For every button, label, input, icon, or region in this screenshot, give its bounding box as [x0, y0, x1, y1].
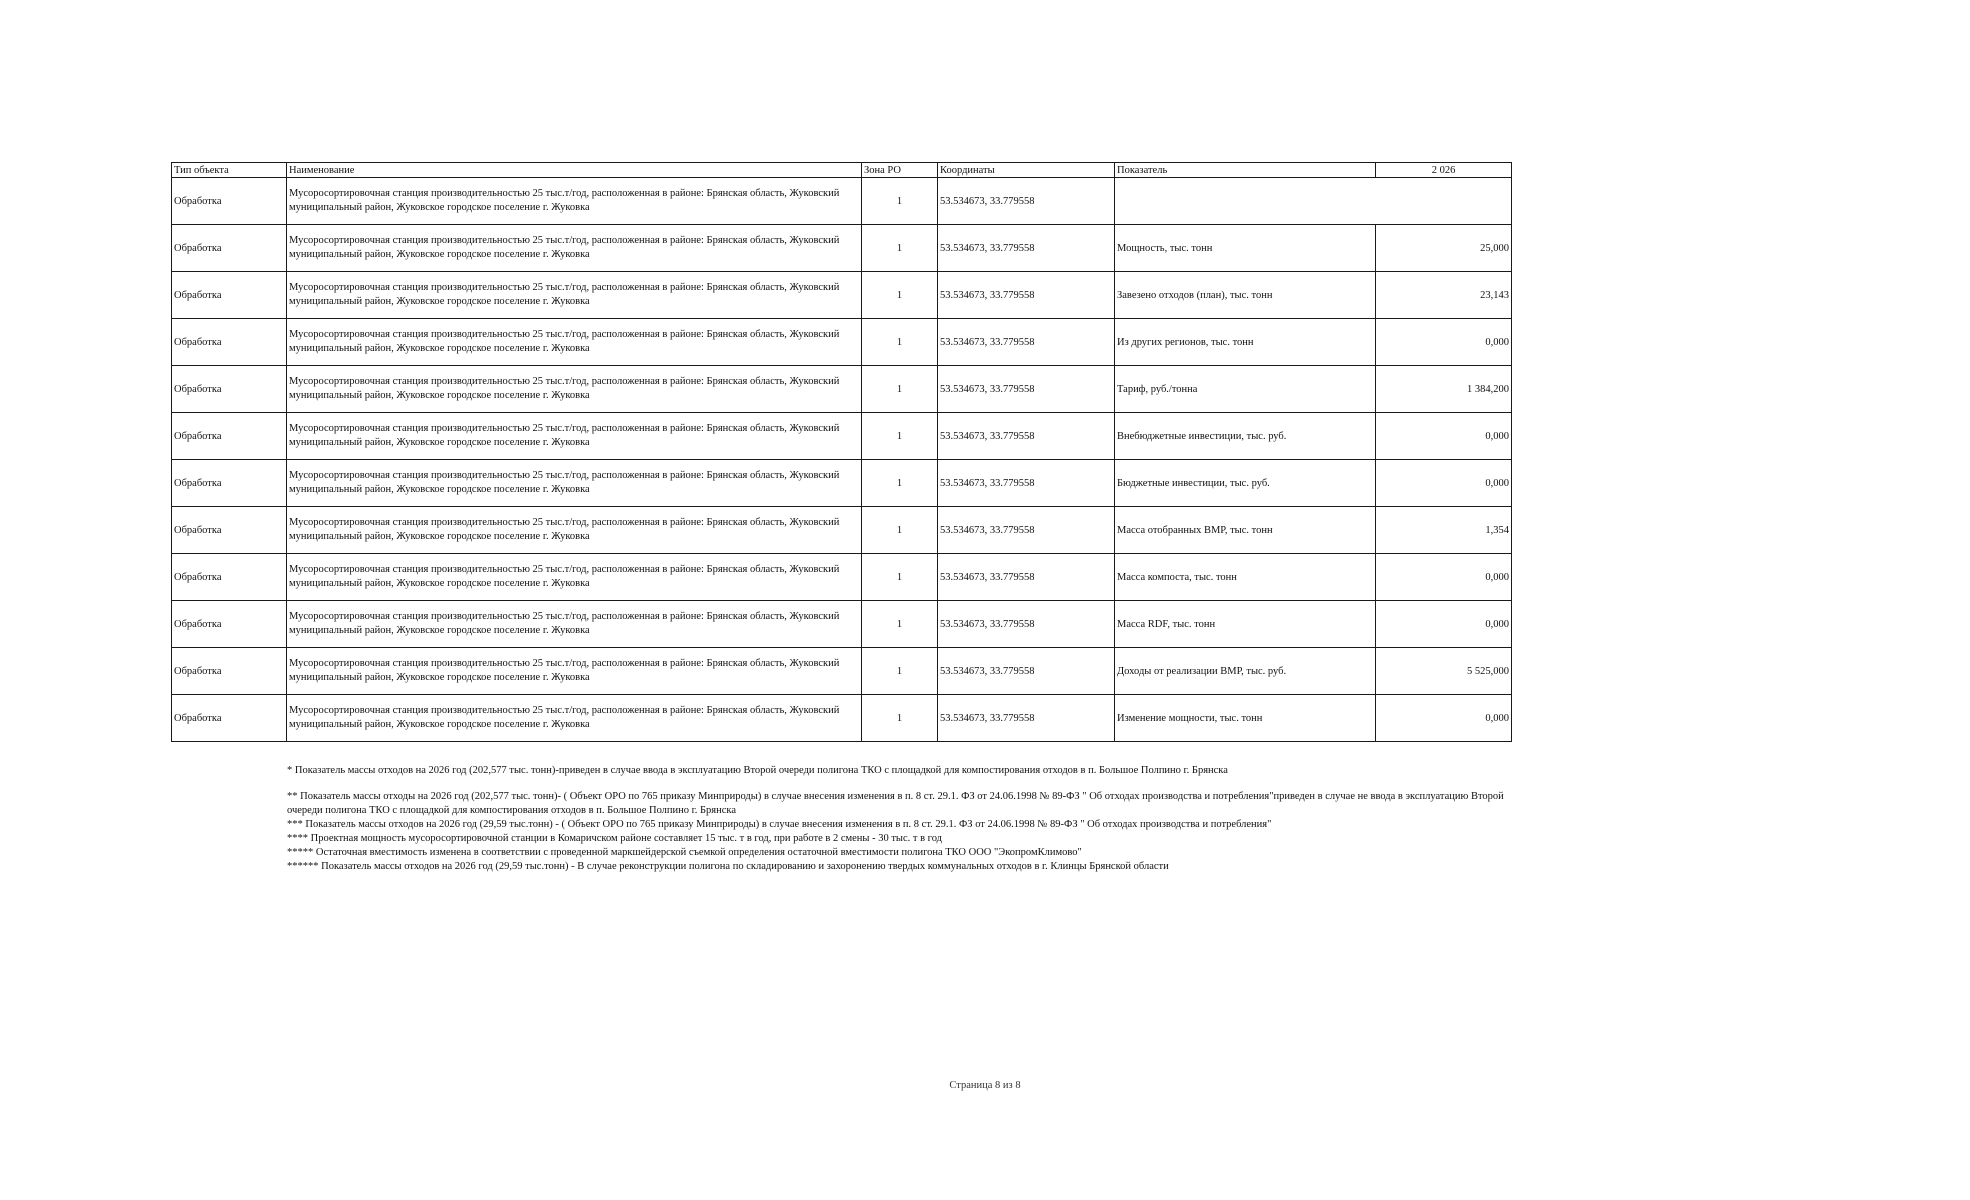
table-row [172, 319, 1512, 366]
cell-name: Мусоросортировочная станция производительностью 25 тыс.т/год, расположенная в районе: Брянская область, Жуковский муниципальный район, Жуковское городское поселение г. Жуковка [287, 366, 862, 413]
table-row [172, 272, 1512, 319]
footnote-5: ***** Остаточная вместимость изменена в соответствии с проведенной маркшейдерской съемкой определения остаточной вместимости полигона ТКО ООО "ЭкопромКлимово" [287, 847, 1082, 858]
cell-indicator: Мощность, тыс. тонн [1115, 225, 1376, 272]
page-number: Страница 8 из 8 [949, 1080, 1021, 1091]
cell-value: 23,143 [1376, 272, 1512, 319]
cell-zone: 1 [862, 272, 938, 319]
table-row [172, 413, 1512, 460]
cell-zone: 1 [862, 460, 938, 507]
cell-coords: 53.534673, 33.779558 [938, 366, 1115, 413]
header-zone: Зона РО [862, 163, 938, 178]
cell-value: 1 384,200 [1376, 366, 1512, 413]
cell-name: Мусоросортировочная станция производительностью 25 тыс.т/год, расположенная в районе: Брянская область, Жуковский муниципальный район, Жуковское городское поселение г. Жуковка [287, 460, 862, 507]
table-row [172, 366, 1512, 413]
cell-zone: 1 [862, 507, 938, 554]
cell-zone: 1 [862, 225, 938, 272]
cell-type: Обработка [172, 601, 287, 648]
cell-type: Обработка [172, 178, 287, 225]
table-row [172, 601, 1512, 648]
cell-zone: 1 [862, 601, 938, 648]
cell-zone: 1 [862, 178, 938, 225]
footnote-4: **** Проектная мощность мусоросортировочной станции в Комаричском районе составляет 15 тыс. т в год, при работе в 2 смены - 30 тыс. т в год [287, 833, 943, 844]
cell-type: Обработка [172, 366, 287, 413]
cell-coords: 53.534673, 33.779558 [938, 507, 1115, 554]
header-year: 2 026 [1376, 163, 1512, 178]
cell-indicator: Тариф, руб./тонна [1115, 366, 1376, 413]
cell-type: Обработка [172, 507, 287, 554]
cell-indicator: Масса компоста, тыс. тонн [1115, 554, 1376, 601]
cell-indicator: Масса RDF, тыс. тонн [1115, 601, 1376, 648]
cell-indicator: Внебюджетные инвестиции, тыс. руб. [1115, 413, 1376, 460]
cell-indicator: Масса отобранных ВМР, тыс. тонн [1115, 507, 1376, 554]
cell-name: Мусоросортировочная станция производительностью 25 тыс.т/год, расположенная в районе: Брянская область, Жуковский муниципальный район, Жуковское городское поселение г. Жуковка [287, 413, 862, 460]
cell-value: 0,000 [1376, 460, 1512, 507]
cell-name: Мусоросортировочная станция производительностью 25 тыс.т/год, расположенная в районе: Брянская область, Жуковский муниципальный район, Жуковское городское поселение г. Жуковка [287, 507, 862, 554]
cell-indicator: Изменение мощности, тыс. тонн [1115, 695, 1376, 742]
cell-coords: 53.534673, 33.779558 [938, 601, 1115, 648]
cell-indicator: Доходы от реализации ВМР, тыс. руб. [1115, 648, 1376, 695]
cell-coords: 53.534673, 33.779558 [938, 460, 1115, 507]
cell-coords: 53.534673, 33.779558 [938, 413, 1115, 460]
table-row [172, 507, 1512, 554]
cell-name: Мусоросортировочная станция производительностью 25 тыс.т/год, расположенная в районе: Брянская область, Жуковский муниципальный район, Жуковское городское поселение г. Жуковка [287, 648, 862, 695]
table-row [172, 695, 1512, 742]
cell-value: 5 525,000 [1376, 648, 1512, 695]
cell-coords: 53.534673, 33.779558 [938, 648, 1115, 695]
table-row [172, 554, 1512, 601]
footnotes [287, 764, 1527, 874]
footnote-6: ****** Показатель массы отходов на 2026 год (29,59 тыс.тонн) - В случае реконструкции полигона по складированию и захоронению твердых коммунальных отходов в г. Клинцы Брянской области [287, 861, 1169, 872]
cell-name: Мусоросортировочная станция производительностью 25 тыс.т/год, расположенная в районе: Брянская область, Жуковский муниципальный район, Жуковское городское поселение г. Жуковка [287, 319, 862, 366]
cell-type: Обработка [172, 460, 287, 507]
cell-value: 1,354 [1376, 507, 1512, 554]
cell-coords: 53.534673, 33.779558 [938, 225, 1115, 272]
cell-indicator: Из других регионов, тыс. тонн [1115, 319, 1376, 366]
header-coords: Координаты [938, 163, 1115, 178]
cell-indicator-empty [1115, 178, 1512, 225]
cell-coords: 53.534673, 33.779558 [938, 695, 1115, 742]
footnote-2: ** Показатель массы отходы на 2026 год (202,577 тыс. тонн)- ( Объект ОРО по 765 приказу Минприроды) в случае внесения изменения в п. 8 ст. 29.1. ФЗ от 24.06.1998 № 89-ФЗ " Об отходах производства и потребления"приведен в случае не ввода в эксплуатацию Второй очереди полигона ТКО с площадкой для компостирования отходов в п. Большое Полпино г. Брянска [287, 791, 1504, 816]
cell-value: 0,000 [1376, 319, 1512, 366]
header-name: Наименование [287, 163, 862, 178]
cell-zone: 1 [862, 319, 938, 366]
cell-value: 25,000 [1376, 225, 1512, 272]
cell-value: 0,000 [1376, 554, 1512, 601]
cell-type: Обработка [172, 225, 287, 272]
header-indicator: Показатель [1115, 163, 1376, 178]
cell-type: Обработка [172, 272, 287, 319]
cell-type: Обработка [172, 648, 287, 695]
cell-coords: 53.534673, 33.779558 [938, 272, 1115, 319]
table-header-row [172, 163, 1512, 178]
cell-zone: 1 [862, 413, 938, 460]
cell-type: Обработка [172, 413, 287, 460]
cell-coords: 53.534673, 33.779558 [938, 178, 1115, 225]
table-body [172, 178, 1512, 742]
cell-zone: 1 [862, 695, 938, 742]
table-row [172, 648, 1512, 695]
footnote-1: * Показатель массы отходов на 2026 год (202,577 тыс. тонн)-приведен в случае ввода в эксплуатацию Второй очереди полигона ТКО с площадкой для компостирования отходов в п. Большое Полпино г. Брянска [287, 765, 1228, 776]
cell-name: Мусоросортировочная станция производительностью 25 тыс.т/год, расположенная в районе: Брянская область, Жуковский муниципальный район, Жуковское городское поселение г. Жуковка [287, 272, 862, 319]
cell-name: Мусоросортировочная станция производительностью 25 тыс.т/год, расположенная в районе: Брянская область, Жуковский муниципальный район, Жуковское городское поселение г. Жуковка [287, 225, 862, 272]
cell-name: Мусоросортировочная станция производительностью 25 тыс.т/год, расположенная в районе: Брянская область, Жуковский муниципальный район, Жуковское городское поселение г. Жуковка [287, 178, 862, 225]
cell-coords: 53.534673, 33.779558 [938, 554, 1115, 601]
header-type: Тип объекта [172, 163, 287, 178]
cell-type: Обработка [172, 554, 287, 601]
cell-type: Обработка [172, 695, 287, 742]
cell-value: 0,000 [1376, 413, 1512, 460]
cell-zone: 1 [862, 554, 938, 601]
data-table [171, 162, 1512, 742]
cell-indicator: Бюджетные инвестиции, тыс. руб. [1115, 460, 1376, 507]
table-row [172, 178, 1512, 225]
table-row [172, 460, 1512, 507]
table-row [172, 225, 1512, 272]
cell-name: Мусоросортировочная станция производительностью 25 тыс.т/год, расположенная в районе: Брянская область, Жуковский муниципальный район, Жуковское городское поселение г. Жуковка [287, 601, 862, 648]
footnote-3: *** Показатель массы отходов на 2026 год (29,59 тыс.тонн) - ( Объект ОРО по 765 приказу Минприроды) в случае внесения изменения в п. 8 ст. 29.1. ФЗ от 24.06.1998 № 89-ФЗ " Об отходах производства и потребления" [287, 819, 1272, 830]
cell-name: Мусоросортировочная станция производительностью 25 тыс.т/год, расположенная в районе: Брянская область, Жуковский муниципальный район, Жуковское городское поселение г. Жуковка [287, 554, 862, 601]
cell-type: Обработка [172, 319, 287, 366]
cell-coords: 53.534673, 33.779558 [938, 319, 1115, 366]
cell-value: 0,000 [1376, 695, 1512, 742]
cell-name: Мусоросортировочная станция производительностью 25 тыс.т/год, расположенная в районе: Брянская область, Жуковский муниципальный район, Жуковское городское поселение г. Жуковка [287, 695, 862, 742]
cell-value: 0,000 [1376, 601, 1512, 648]
cell-zone: 1 [862, 366, 938, 413]
cell-zone: 1 [862, 648, 938, 695]
cell-indicator: Завезено отходов (план), тыс. тонн [1115, 272, 1376, 319]
